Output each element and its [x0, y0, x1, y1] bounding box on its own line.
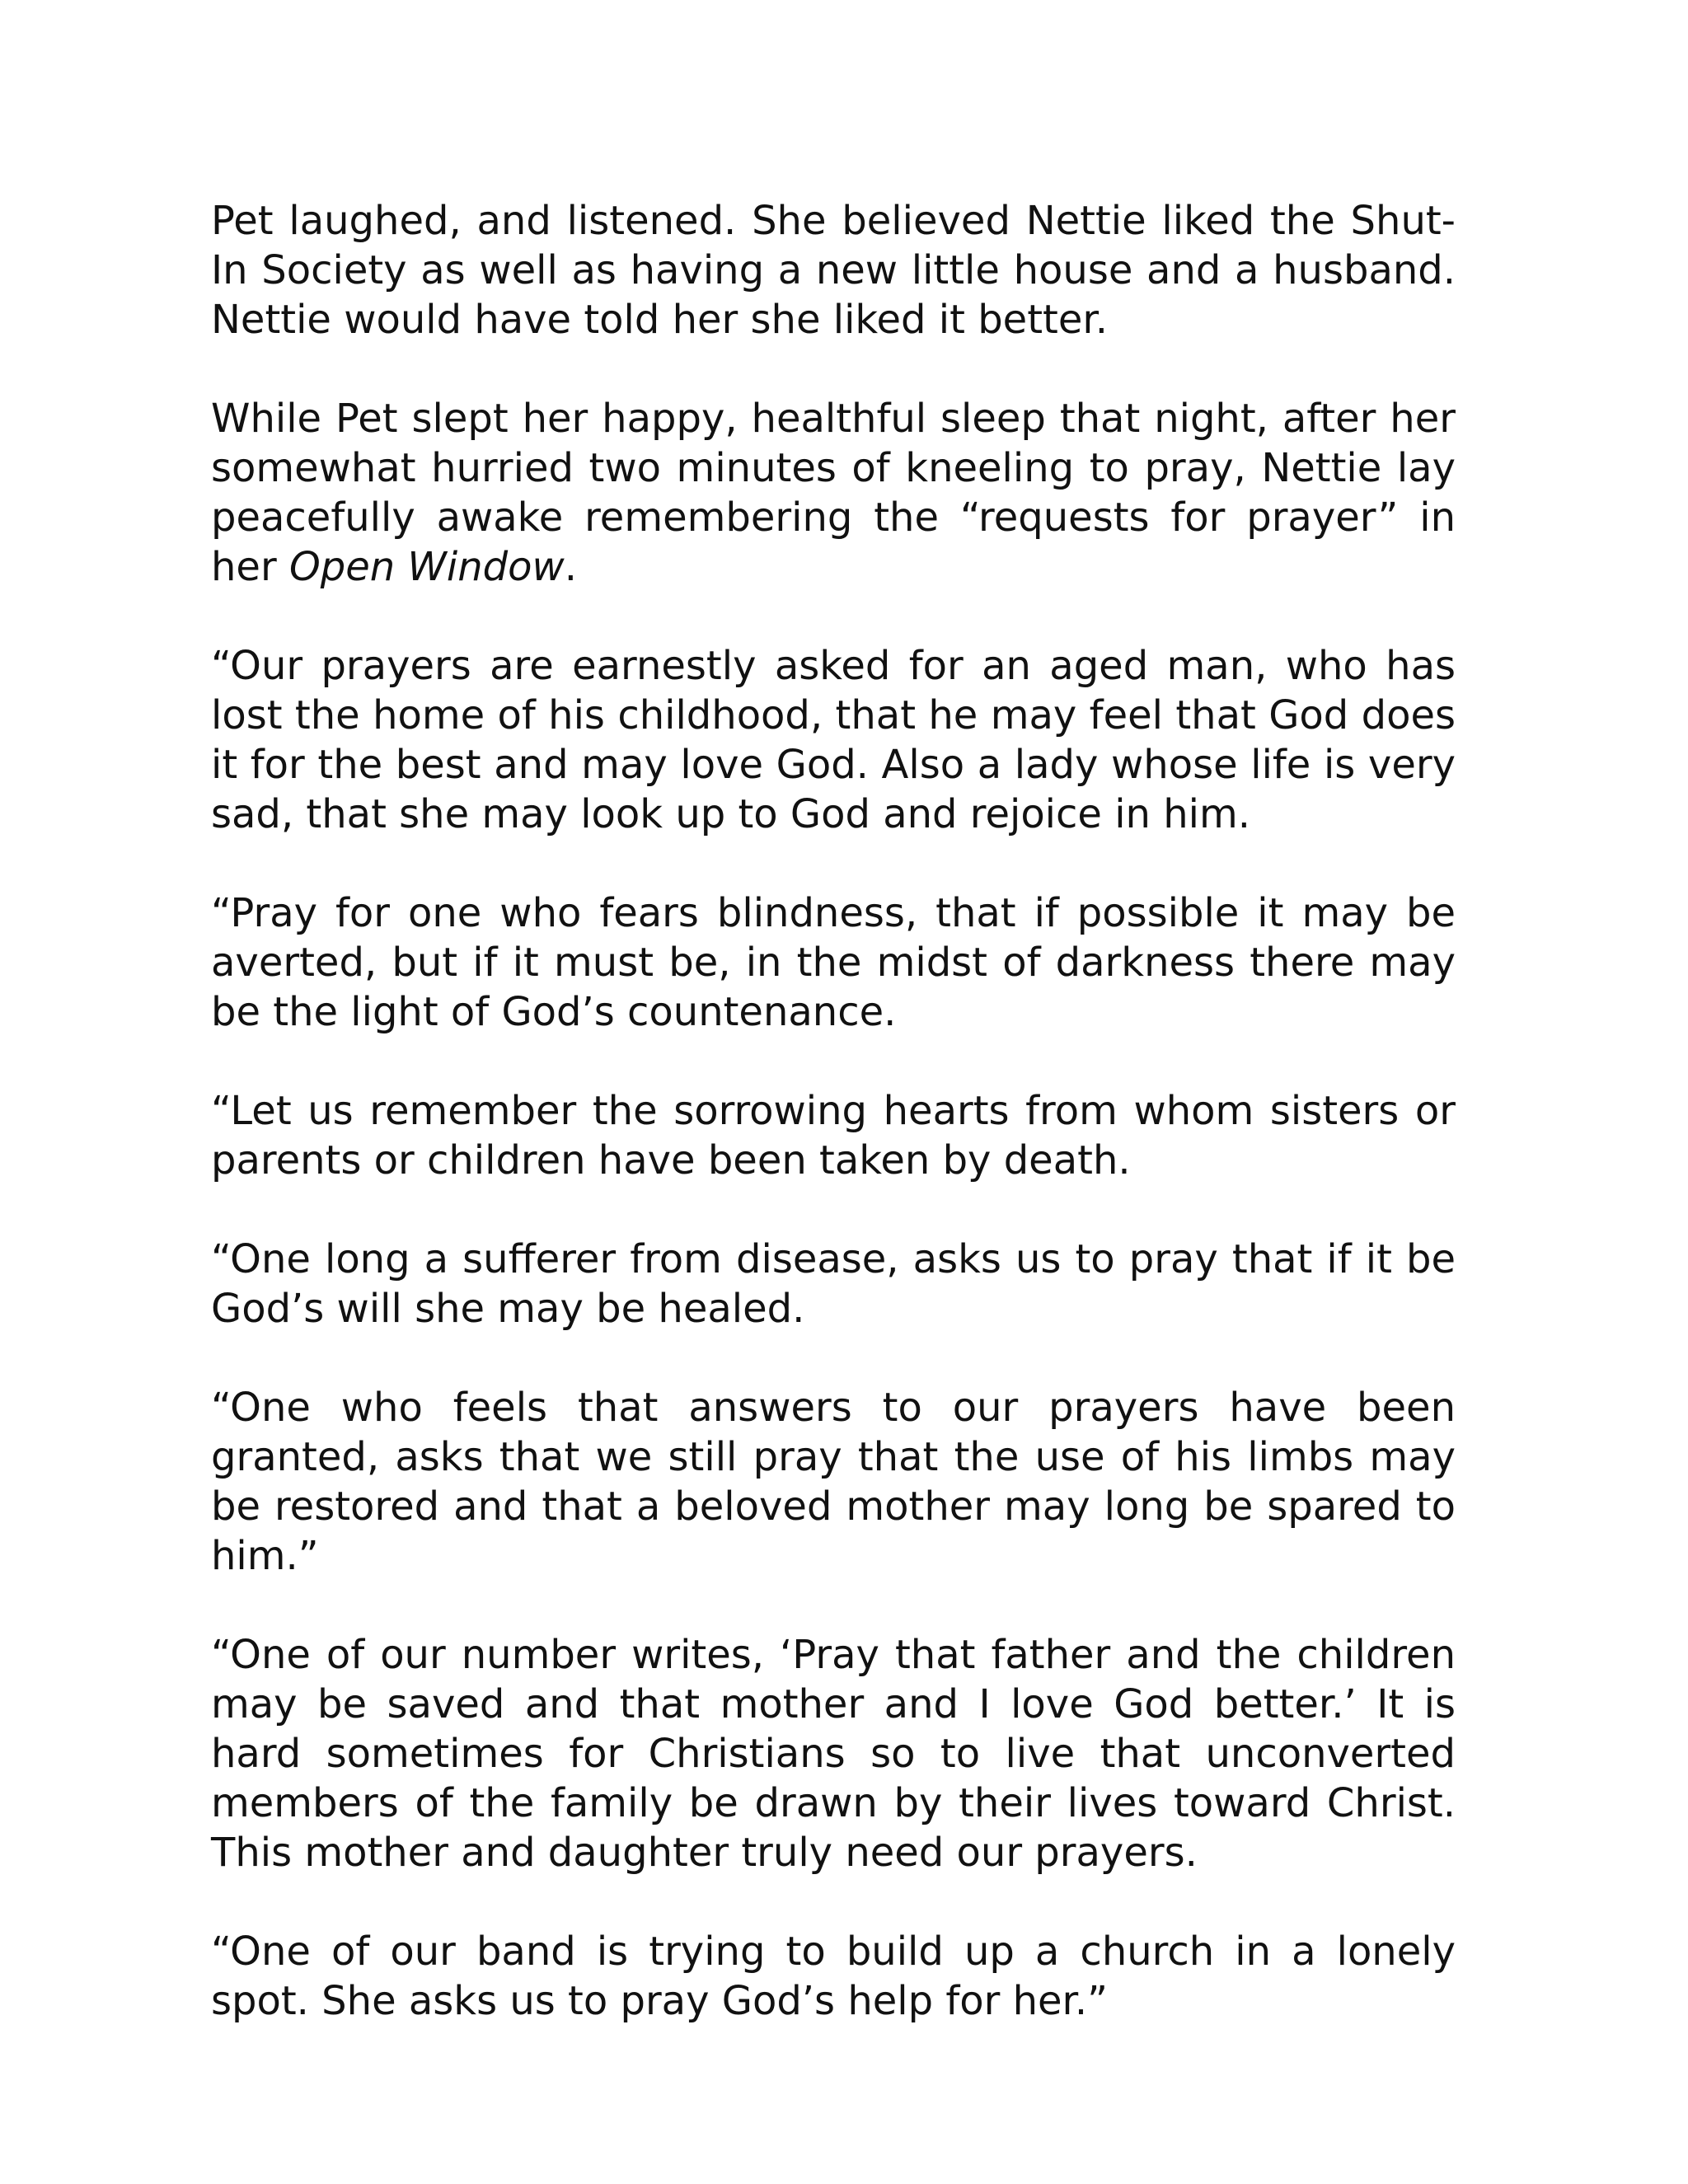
paragraph-2-end: .	[564, 544, 577, 590]
paragraph-6: “One long a sufferer from disease, asks us to pray that if it be God’s will she may be healed.	[211, 1236, 1456, 1332]
paragraph-1: Pet laughed, and listened. She believed Nettie liked the Shut-In Society as well as having a new little house and a husband. Nettie would have told her she liked it better.	[211, 198, 1456, 343]
paragraph-7: “One who feels that answers to our prayers have been granted, asks that we still pray that the use of his limbs may be restored and that a beloved mother may long be spared to him.”	[211, 1385, 1456, 1579]
paragraph-8: “One of our number writes, ‘Pray that father and the children may be saved and that mother and I love God better.’ It is hard sometimes for Christians so to live that unconverted members of the family be drawn by their lives toward Christ. This mother and daughter truly need our prayers.	[211, 1632, 1456, 1876]
paragraph-2	[211, 394, 1456, 592]
paragraph-5: “Let us remember the sorrowing hearts from whom sisters or parents or children have been taken by death.	[211, 1088, 1456, 1183]
paragraph-2-text: While Pet slept her happy, healthful sleep that night, after her somewhat hurried two minutes of kneeling to pray, Nettie lay peacefully awake remembering the “requests for prayer” in her	[211, 396, 1456, 590]
body-text	[211, 196, 1456, 2026]
book-title-open-window: Open Window	[288, 544, 565, 590]
paragraph-4: “Pray for one who fears blindness, that if possible it may be averted, but if it must be, in the midst of darkness there may be the light of God’s countenance.	[211, 890, 1456, 1035]
paragraph-3: “Our prayers are earnestly asked for an aged man, who has lost the home of his childhood, that he may feel that God does it for the best and may love God. Also a lady whose life is very sad, that she may look up to God and rejoice in him.	[211, 643, 1456, 837]
paragraph-9: “One of our band is trying to build up a church in a lonely spot. She asks us to pray God’s help for her.”	[211, 1929, 1456, 2024]
